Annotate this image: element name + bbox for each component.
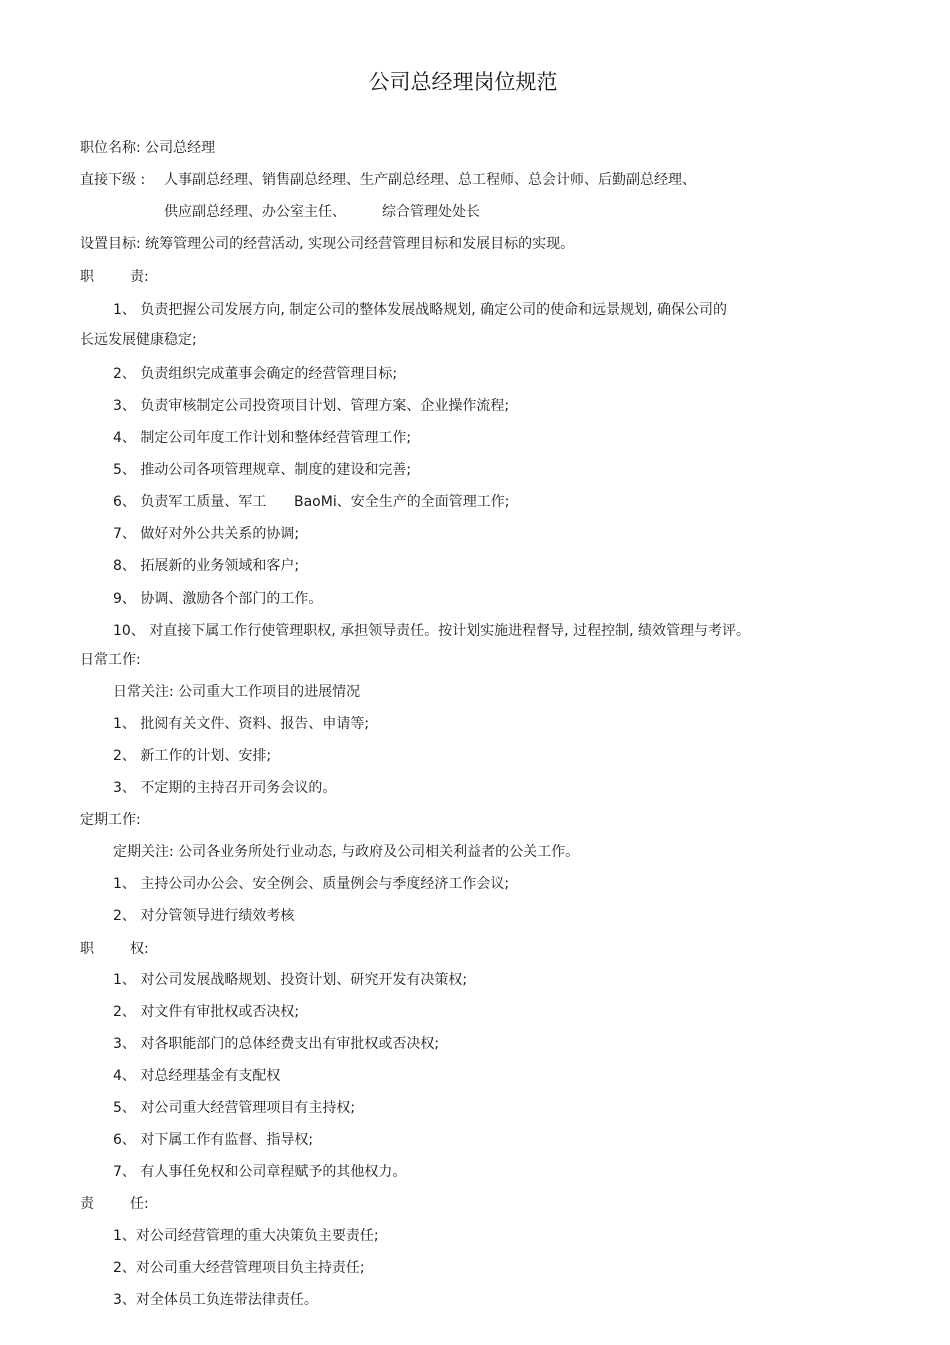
document-title: 公司总经理岗位规范 [368,70,558,94]
duty-item-1-line-2: 长远发展健康稳定; [80,332,197,348]
responsibility-item-1: 1、对公司经营管理的重大决策负主要责任; [113,1228,379,1244]
authority-item-4: 4、 对总经理基金有支配权 [113,1068,281,1084]
authority-item-3: 3、 对各职能部门的总体经费支出有审批权或否决权; [113,1036,440,1052]
duty-item-8: 8、 拓展新的业务领域和客户; [113,558,300,574]
authority-label-a: 职 [80,941,94,957]
periodic-item-1: 1、 主持公司办公会、安全例会、质量例会与季度经济工作会议; [113,876,510,892]
responsibility-label-b: 任: [130,1196,149,1212]
duty-item-2: 2、 负责组织完成董事会确定的经营管理目标; [113,366,398,382]
duty-item-6a: 6、 负责军工质量、军工 [113,494,267,510]
responsibility-item-3: 3、对全体员工负连带法律责任。 [113,1292,318,1308]
daily-item-1: 1、 批阅有关文件、资料、报告、申请等; [113,716,370,732]
direct-reports-line-2b: 综合管理处处长 [382,204,480,220]
duty-item-5: 5、 推动公司各项管理规章、制度的建设和完善; [113,462,412,478]
duty-item-3: 3、 负责审核制定公司投资项目计划、管理方案、企业操作流程; [113,398,510,414]
periodic-work-label: 定期工作: [80,812,141,828]
authority-label-b: 权: [130,941,149,957]
responsibility-label-a: 责 [80,1196,94,1212]
direct-reports-label: 直接下级 : [80,172,146,188]
authority-item-5: 5、 对公司重大经营管理项目有主持权; [113,1100,356,1116]
periodic-focus: 定期关注: 公司各业务所处行业动态, 与政府及公司相关利益者的公关工作。 [113,844,580,860]
direct-reports-line-2a: 供应副总经理、办公室主任、 [164,204,346,220]
duty-item-6b: BaoMi、安全生产的全面管理工作; [294,494,510,510]
duty-item-1-line-1: 1、 负责把握公司发展方向, 制定公司的整体发展战略规划, 确定公司的使命和远景规划, 确保公司的 [113,302,728,318]
daily-work-label: 日常工作: [80,652,141,668]
responsibility-item-2: 2、对公司重大经营管理项目负主持责任; [113,1260,365,1276]
duty-item-7: 7、 做好对外公共关系的协调; [113,526,300,542]
goal: 设置目标: 统筹管理公司的经营活动, 实现公司经营管理目标和发展目标的实现。 [80,236,575,252]
position-name: 职位名称: 公司总经理 [80,140,216,156]
duty-item-9: 9、 协调、激励各个部门的工作。 [113,591,323,607]
direct-reports-line-1: 人事副总经理、销售副总经理、生产副总经理、总工程师、总会计师、后勤副总经理、 [164,172,696,188]
duties-label-b: 责: [130,269,149,285]
authority-item-1: 1、 对公司发展战略规划、投资计划、研究开发有决策权; [113,972,468,988]
duty-item-4: 4、 制定公司年度工作计划和整体经营管理工作; [113,430,412,446]
authority-item-6: 6、 对下属工作有监督、指导权; [113,1132,314,1148]
authority-item-7: 7、 有人事任免权和公司章程赋予的其他权力。 [113,1164,407,1180]
daily-focus: 日常关注: 公司重大工作项目的进展情况 [113,684,361,700]
authority-item-2: 2、 对文件有审批权或否决权; [113,1004,300,1020]
duties-label-a: 职 [80,269,94,285]
periodic-item-2: 2、 对分管领导进行绩效考核 [113,908,295,924]
duty-item-10: 10、 对直接下属工作行使管理职权, 承担领导责任。按计划实施进程督导, 过程控制, 绩效管理与考评。 [113,623,750,639]
daily-item-3: 3、 不定期的主持召开司务会议的。 [113,780,337,796]
daily-item-2: 2、 新工作的计划、安排; [113,748,272,764]
